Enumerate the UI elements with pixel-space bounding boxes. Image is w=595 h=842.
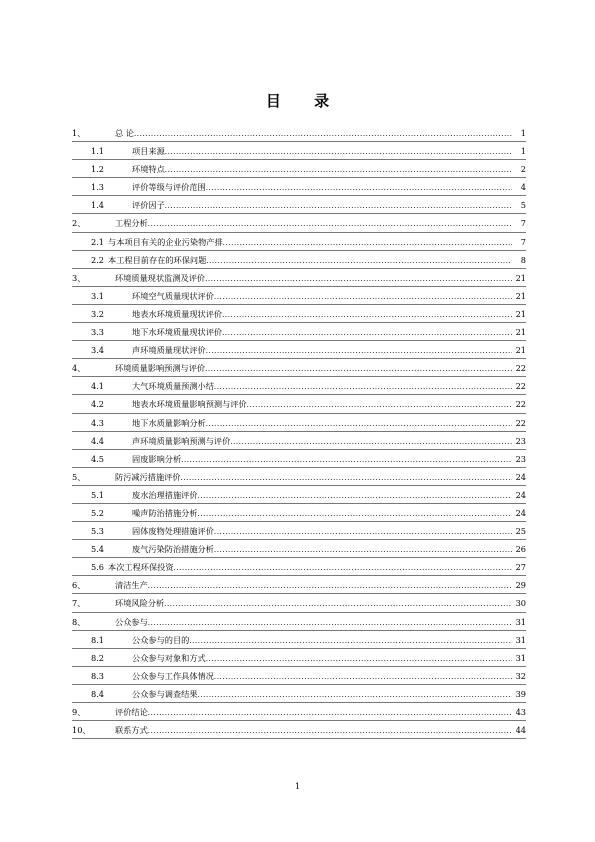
- toc-section-entry[interactable]: [72, 395, 526, 413]
- toc-entry-number: 8.3: [91, 670, 105, 681]
- toc-entry-page: 22: [515, 363, 526, 374]
- toc-entry-label-wrap: [132, 540, 512, 559]
- toc-dot-leader: [214, 668, 512, 686]
- toc-chapter-entry[interactable]: [72, 359, 526, 377]
- toc-entry-number: 2.1: [91, 236, 105, 247]
- toc-entry-number: 5.4: [91, 544, 105, 555]
- toc-entry-number: 5.6: [91, 562, 105, 573]
- toc-entry-label-wrap: [132, 667, 512, 686]
- toc-section-entry[interactable]: [72, 540, 526, 558]
- toc-entry-label: 废气污染防治措施分析: [132, 544, 214, 555]
- toc-entry-label-wrap: [115, 703, 512, 722]
- toc-chapter-entry[interactable]: [72, 576, 526, 594]
- toc-entry-number: 8.4: [91, 688, 105, 699]
- toc-dot-leader: [198, 487, 512, 505]
- toc-entry-label: 公众参与工作具体情况: [132, 670, 214, 681]
- toc-entry-label-wrap: [132, 432, 512, 451]
- toc-dot-leader: [206, 179, 512, 197]
- toc-section-entry[interactable]: [72, 287, 526, 305]
- toc-entry-label-wrap: [132, 323, 512, 342]
- toc-entry-page: 24: [515, 507, 526, 518]
- toc-entry-number: 3.2: [91, 308, 105, 319]
- toc-dot-leader: [164, 595, 512, 613]
- toc-section-entry[interactable]: [72, 160, 526, 178]
- toc-entry-label-wrap: [132, 196, 512, 215]
- toc-entry-label-wrap: [132, 160, 512, 179]
- toc-entry-label-wrap: [132, 450, 512, 469]
- toc-section-entry[interactable]: [72, 450, 526, 468]
- toc-dot-leader: [198, 686, 512, 704]
- toc-entry-page: 22: [515, 417, 526, 428]
- toc-entry-label: 固体废物处理措施评价: [132, 526, 214, 537]
- toc-entry-label: 声环境质量现状评价: [132, 345, 206, 356]
- toc-entry-label-wrap: [132, 395, 512, 414]
- toc-section-entry[interactable]: [72, 504, 526, 522]
- toc-entry-number: 4.5: [91, 453, 105, 464]
- toc-dot-leader: [148, 722, 512, 740]
- toc-entry-label: 联系方式: [115, 725, 148, 736]
- toc-entry-label-wrap: [132, 305, 512, 324]
- toc-chapter-entry[interactable]: [72, 269, 526, 287]
- toc-entry-label-wrap: [132, 377, 512, 396]
- toc-entry-page: 21: [515, 308, 526, 319]
- toc-entry-label-wrap: [115, 594, 512, 613]
- toc-entry-page: 21: [515, 272, 526, 283]
- toc-entry-label: 工程分析: [115, 218, 148, 229]
- toc-entry-number: 2、: [72, 218, 86, 229]
- toc-section-entry[interactable]: [72, 251, 526, 269]
- toc-dot-leader: [206, 252, 512, 270]
- toc-entry-number: 9、: [72, 707, 86, 717]
- toc-entry-label: 环境质量影响预测与评价: [115, 363, 206, 374]
- toc-entry-label: 公众参与对象和方式: [132, 652, 206, 663]
- toc-dot-leader: [214, 288, 512, 306]
- toc-entry-page: 31: [515, 652, 526, 663]
- toc-entry-page: 2: [520, 164, 526, 175]
- toc-entry-label: 公众参与调查结果: [132, 688, 198, 699]
- toc-section-entry[interactable]: [72, 414, 526, 432]
- toc-section-entry[interactable]: [72, 178, 526, 196]
- toc-dot-leader: [148, 704, 512, 722]
- toc-entry-page: 31: [515, 616, 526, 627]
- toc-entry-number: 4.2: [91, 399, 105, 410]
- toc-entry-label-wrap: [108, 233, 512, 252]
- toc-entry-number: 3、: [72, 272, 86, 283]
- toc-dot-leader: [222, 324, 512, 342]
- toc-section-entry[interactable]: [72, 142, 526, 160]
- toc-entry-page: 7: [520, 218, 526, 229]
- toc-entry-number: 10、: [72, 725, 91, 736]
- toc-dot-leader: [174, 559, 512, 577]
- toc-section-entry[interactable]: [72, 486, 526, 504]
- toc-dot-leader: [230, 433, 512, 451]
- toc-dot-leader: [247, 396, 512, 414]
- toc-section-entry[interactable]: [72, 667, 526, 685]
- toc-entry-label: 地表水环境质量现状评价: [132, 308, 223, 319]
- toc-dot-leader: [198, 505, 512, 523]
- toc-entry-label: 固废影响分析: [132, 453, 182, 464]
- toc-entry-label: 公众参与的目的: [132, 634, 190, 645]
- toc-entry-page: 25: [515, 526, 526, 537]
- toc-entry-number: 5、: [72, 471, 86, 482]
- toc-entry-number: 2.2: [91, 254, 105, 265]
- toc-entry-page: 22: [515, 381, 526, 392]
- toc-entry-number: 4.3: [91, 417, 105, 428]
- toc-dot-leader: [206, 650, 512, 668]
- toc-entry-label: 评价结论: [115, 707, 148, 717]
- toc-entry-label-wrap: [115, 576, 512, 595]
- toc-entry-label: 本次工程环保投资: [108, 562, 174, 573]
- toc-entry-page: 24: [515, 489, 526, 500]
- toc-entry-number: 6、: [72, 580, 86, 591]
- toc-entry-label-wrap: [132, 287, 512, 306]
- toc-entry-number: 5.3: [91, 526, 105, 537]
- toc-dot-leader: [148, 614, 512, 632]
- toc-entry-label-wrap: [132, 522, 512, 541]
- toc-entry-page: 5: [520, 200, 526, 211]
- toc-entry-number: 1.1: [91, 146, 105, 157]
- toc-entry-page: 4: [520, 182, 526, 193]
- page-number: 1: [294, 782, 301, 791]
- toc-dot-leader: [148, 577, 512, 595]
- toc-section-entry[interactable]: [72, 631, 526, 649]
- table-of-contents: [72, 124, 526, 739]
- toc-entry-label: 评价等级与评价范围: [132, 182, 206, 193]
- toc-section-entry[interactable]: [72, 522, 526, 540]
- toc-entry-label: 地下水质量影响分析: [132, 417, 206, 428]
- toc-chapter-entry[interactable]: [72, 214, 526, 232]
- toc-entry-page: 44: [515, 725, 526, 736]
- toc-entry-label: 评价因子: [132, 200, 165, 211]
- toc-section-entry[interactable]: [72, 649, 526, 667]
- toc-entry-number: 8.1: [91, 634, 105, 645]
- toc-entry-page: 7: [520, 236, 526, 247]
- toc-entry-number: 1、: [72, 128, 86, 138]
- toc-entry-label-wrap: [132, 414, 512, 433]
- toc-section-entry[interactable]: [72, 432, 526, 450]
- toc-entry-label-wrap: [108, 558, 512, 577]
- toc-entry-page: 27: [515, 562, 526, 573]
- toc-dot-leader: [205, 270, 512, 288]
- toc-entry-label: 废水治理措施评价: [132, 489, 198, 500]
- toc-entry-label: 项目来源: [132, 146, 165, 157]
- toc-entry-label: 与本项目有关的企业污染物产排: [108, 236, 223, 247]
- toc-entry-label: 总 论: [115, 128, 134, 138]
- toc-entry-number: 1.3: [91, 182, 105, 193]
- toc-entry-page: 21: [515, 327, 526, 338]
- toc-entry-page: 8: [520, 254, 526, 265]
- toc-entry-label: 声环境质量影响预测与评价: [132, 435, 231, 446]
- toc-entry-number: 3.1: [91, 290, 105, 301]
- toc-entry-number: 1.4: [91, 200, 105, 211]
- toc-entry-page: 1: [520, 128, 526, 138]
- toc-entry-label-wrap: [115, 613, 512, 632]
- toc-entry-page: 32: [515, 670, 526, 681]
- toc-entry-number: 8.2: [91, 652, 105, 663]
- toc-dot-leader: [165, 197, 512, 215]
- toc-entry-label-wrap: [115, 214, 512, 233]
- toc-dot-leader: [205, 360, 512, 378]
- toc-entry-label-wrap: [132, 142, 512, 161]
- toc-chapter-entry[interactable]: [72, 468, 526, 486]
- toc-entry-label: 地下水环境质量现状评价: [132, 327, 223, 338]
- toc-dot-leader: [165, 161, 512, 179]
- toc-dot-leader: [165, 143, 512, 161]
- toc-dot-leader: [223, 234, 512, 252]
- toc-section-entry[interactable]: [72, 305, 526, 323]
- toc-dot-leader: [214, 523, 512, 541]
- toc-section-entry[interactable]: [72, 196, 526, 214]
- toc-chapter-entry[interactable]: [72, 594, 526, 612]
- toc-entry-number: 5.2: [91, 507, 105, 518]
- toc-entry-number: 1.2: [91, 164, 105, 175]
- toc-dot-leader: [206, 342, 512, 360]
- toc-entry-page: 23: [515, 435, 526, 446]
- toc-section-entry[interactable]: [72, 341, 526, 359]
- toc-entry-label: 环境质量现状监测及评价: [115, 272, 206, 283]
- toc-section-entry[interactable]: [72, 233, 526, 251]
- toc-entry-label-wrap: [115, 359, 512, 378]
- toc-entry-page: 1: [520, 146, 526, 157]
- toc-dot-leader: [189, 632, 512, 650]
- toc-dot-leader: [148, 215, 512, 233]
- toc-chapter-entry[interactable]: [72, 124, 526, 142]
- toc-entry-label: 噪声防治措施分析: [132, 507, 198, 518]
- toc-entry-number: 3.3: [91, 327, 105, 338]
- toc-entry-number: 4、: [72, 363, 86, 374]
- toc-dot-leader: [222, 306, 512, 324]
- toc-entry-label-wrap: [132, 178, 512, 197]
- toc-entry-page: 21: [515, 345, 526, 356]
- toc-dot-leader: [214, 541, 512, 559]
- toc-entry-label-wrap: [115, 468, 512, 487]
- toc-entry-label-wrap: [115, 721, 512, 740]
- toc-entry-page: 26: [515, 544, 526, 555]
- toc-entry-page: 43: [515, 707, 526, 717]
- toc-dot-leader: [181, 469, 512, 487]
- toc-chapter-entry[interactable]: [72, 703, 526, 721]
- toc-entry-label-wrap: [132, 504, 512, 523]
- toc-entry-number: 3.4: [91, 345, 105, 356]
- toc-entry-page: 23: [515, 453, 526, 464]
- toc-entry-number: 5.1: [91, 489, 105, 500]
- toc-entry-label-wrap: [132, 649, 512, 668]
- toc-entry-label-wrap: [132, 631, 512, 650]
- toc-section-entry[interactable]: [72, 323, 526, 341]
- toc-chapter-entry[interactable]: [72, 721, 526, 739]
- toc-entry-number: 8、: [72, 616, 86, 627]
- toc-dot-leader: [134, 125, 512, 143]
- page-title: 目 录: [265, 92, 344, 110]
- toc-entry-page: 22: [515, 399, 526, 410]
- toc-entry-label: 防污减污措施评价: [115, 471, 181, 482]
- toc-entry-page: 29: [515, 580, 526, 591]
- toc-entry-page: 21: [515, 290, 526, 301]
- toc-dot-leader: [181, 451, 512, 469]
- toc-entry-label-wrap: [108, 251, 512, 270]
- toc-entry-page: 39: [515, 688, 526, 699]
- toc-section-entry[interactable]: [72, 377, 526, 395]
- toc-entry-label: 本工程目前存在的环保问题: [108, 254, 207, 265]
- toc-entry-label-wrap: [132, 685, 512, 704]
- toc-entry-label-wrap: [132, 341, 512, 360]
- toc-entry-label: 公众参与: [115, 616, 148, 627]
- toc-section-entry[interactable]: [72, 685, 526, 703]
- toc-entry-label: 环境特点: [132, 164, 165, 175]
- toc-dot-leader: [206, 415, 512, 433]
- toc-entry-number: 7、: [72, 598, 86, 609]
- toc-entry-page: 31: [515, 634, 526, 645]
- toc-section-entry[interactable]: [72, 558, 526, 576]
- toc-entry-label-wrap: [132, 486, 512, 505]
- toc-entry-page: 30: [515, 598, 526, 609]
- toc-entry-label: 地表水环境质量影响预测与评价: [132, 399, 247, 410]
- toc-entry-label: 环境风险分析: [115, 598, 165, 609]
- toc-chapter-entry[interactable]: [72, 613, 526, 631]
- toc-entry-label: 环境空气质量现状评价: [132, 290, 214, 301]
- toc-entry-number: 4.4: [91, 435, 105, 446]
- toc-entry-page: 24: [515, 471, 526, 482]
- toc-entry-label: 清洁生产: [115, 580, 148, 591]
- toc-dot-leader: [214, 378, 512, 396]
- toc-entry-label: 大气环境质量预测小结: [132, 381, 214, 392]
- toc-entry-number: 4.1: [91, 381, 105, 392]
- toc-entry-label-wrap: [115, 124, 512, 143]
- toc-entry-label-wrap: [115, 269, 512, 288]
